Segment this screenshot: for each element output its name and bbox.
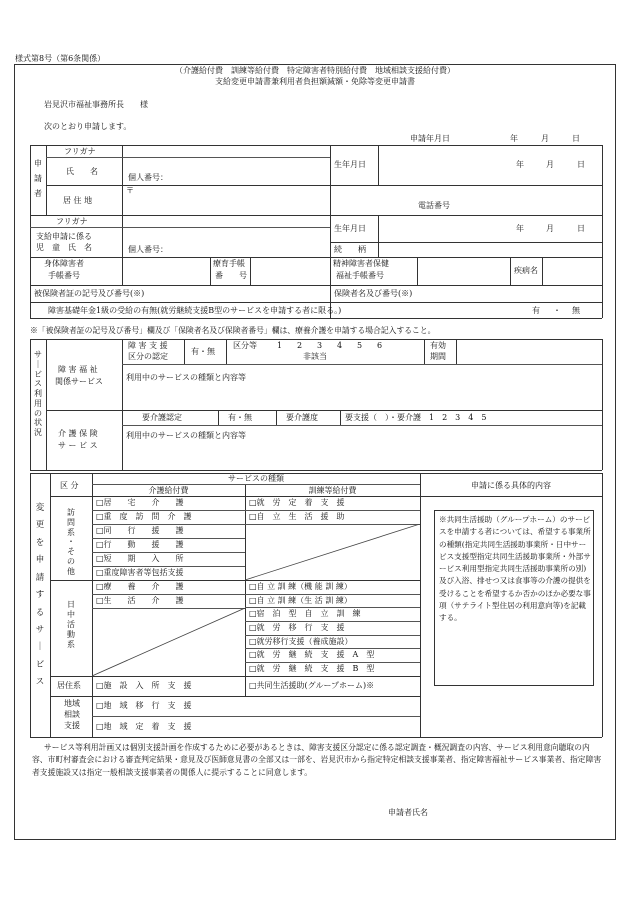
day-kunren-item[interactable]: □就 労 継 続 支 援 B 型: [249, 664, 375, 673]
pension-text: 障害基礎年金1級の受給の有無(就労継続支援B型のサービスを申請する者に限る。): [48, 306, 342, 315]
home-category-label: 訪 問 系 ・ そ の 他: [67, 508, 75, 576]
apply-date-label: 申請年月日: [410, 134, 450, 143]
pension-yes: 有: [532, 306, 540, 315]
valid-period-label-1: 有効: [430, 341, 446, 350]
ryoiku-handbook-label-1: 療育手帳: [213, 259, 245, 268]
day-kaigo-item[interactable]: □療 養 介 護: [96, 582, 184, 591]
applicant-furigana-label: フリガナ: [64, 147, 96, 156]
group-home-note: ※共同生活援助（グループホーム）のサービスを申請する者については、希望する事業所の種類(指定共同生活援助事業所・日中サービス支援型指定共同生活援助事業所・外部サービス利用型指定共同生活援助事業所の別)及び入浴、排せつ又は食事等の介護の提供を受けることを希望するか否かのほか必要な事項（サテライト型住居の利用意向等)を記載する。: [439, 515, 591, 623]
home-kaigo-item[interactable]: □行 動 援 護: [96, 540, 184, 549]
disability-service-label-2: 関係サービス: [55, 377, 103, 386]
home-kaigo-item[interactable]: □居 宅 介 護: [96, 498, 184, 507]
addressee: 岩見沢市福祉事務所長 様: [44, 100, 148, 109]
home-kaigo-item[interactable]: □重 度 訪 問 介 護: [96, 512, 192, 521]
support-cert-label-2: 区分の認定: [128, 352, 168, 361]
phone-label: 電話番号: [418, 201, 450, 210]
home-kunren-item[interactable]: □就 労 定 着 支 援: [249, 498, 345, 507]
physical-handbook-label-1: 身体障害者: [44, 259, 84, 268]
table-top: [30, 145, 602, 146]
residence-kunren-item[interactable]: □共同生活援助(グループホーム)※: [249, 681, 375, 690]
grade-3: 3: [317, 341, 323, 350]
pension-no: 無: [572, 306, 580, 315]
day-kunren-item[interactable]: □就 労 移 行 支 援: [249, 623, 345, 632]
support-cert-label-1: 障 害 支 援: [128, 341, 168, 350]
day-kunren-item[interactable]: □宿 泊 型 自 立 訓 練: [249, 609, 361, 618]
note-insurance: ※「被保険者証の記号及び番号」欄及び「保険者名及び保険者番号」欄は、療養介護を申請する場合記入すること。: [30, 326, 436, 335]
relation-label: 続 柄: [334, 245, 366, 254]
insured-number-label: 被保険者証の記号及び番号(※): [34, 289, 145, 298]
applicant-birth-month: 月: [546, 160, 554, 169]
child-birth-year: 年: [516, 224, 524, 233]
applicant-birth-label: 生年月日: [334, 160, 366, 169]
care-levels: 要支援（ ）・要介護 1 2 3 4 5: [345, 413, 487, 422]
home-kunren-empty-slash: [245, 524, 420, 580]
disability-service-label-1: 障 害 福 祉: [58, 365, 98, 374]
community-label: 地域 相談 支援: [64, 699, 80, 730]
care-insurance-label-1: 介 護 保 険: [58, 429, 98, 438]
child-birth-day: 日: [577, 224, 585, 233]
grade-label: 区分等: [233, 341, 257, 350]
care-usage-label: 利用中のサービスの種類と内容等: [126, 431, 246, 440]
applicant-birth-day: 日: [577, 160, 585, 169]
detail-header: 申請に係る具体的内容: [471, 481, 551, 490]
apply-date-day: 日: [572, 134, 580, 143]
day-kaigo-item[interactable]: □生 活 介 護: [96, 596, 184, 605]
signature-label: 申請者氏名: [388, 808, 428, 817]
intro-text: 次のとおり申請します。: [44, 122, 132, 131]
child-furigana-label: フリガナ: [56, 217, 88, 226]
grade-not-applicable: 非該当: [303, 352, 327, 361]
kaigo-header: 介護給付費: [148, 486, 189, 495]
physical-handbook-label-2: 手帳番号: [48, 271, 80, 280]
residence-label: 居住系: [57, 681, 81, 690]
child-label-2: 児 童 氏 名: [36, 243, 92, 252]
service-status-side-label: サ ｜ ビ ス 利 用 の 状 況: [34, 350, 42, 437]
day-kaigo-empty-slash: [92, 608, 245, 676]
support-cert-yesno: 有・無: [191, 347, 215, 356]
postal-mark: 〒: [126, 186, 134, 195]
home-kunren-item[interactable]: □自 立 生 活 援 助: [249, 512, 345, 521]
day-kunren-item[interactable]: □自 立 訓 練（生 活 訓 練）: [249, 596, 352, 605]
header-line-1: （介護給付費 訓練等給付費 特定障害者特別給付費 地域相談支援給付費）: [175, 66, 455, 75]
kunren-header: 訓練等給付費: [308, 486, 357, 495]
disease-label: 疾病名: [514, 266, 538, 275]
applicant-name-label: 氏 名: [66, 167, 98, 176]
change-side-label: 変 更 を 申 請 す る サ ｜ ビ ス: [35, 503, 45, 688]
community-item[interactable]: □地 域 定 着 支 援: [96, 722, 192, 731]
home-kaigo-item[interactable]: □同 行 援 護: [96, 526, 184, 535]
kubun-header: 区 分: [60, 481, 79, 490]
disability-usage-label: 利用中のサービスの種類と内容等: [126, 373, 246, 382]
applicant-birth-year: 年: [516, 160, 524, 169]
ryoiku-handbook-label-2: 番 号: [215, 271, 247, 280]
home-kaigo-item[interactable]: □短 期 入 所: [96, 554, 184, 563]
mental-handbook-label-2: 福祉手帳番号: [336, 271, 384, 280]
applicant-side-label: 申 請 者: [34, 159, 42, 199]
residence-kaigo-item[interactable]: □施 設 入 所 支 援: [96, 681, 192, 690]
day-kunren-item[interactable]: □自 立 訓 練（機 能 訓 練）: [249, 582, 352, 591]
care-cert-yesno: 有・無: [228, 413, 252, 422]
day-category-label: 日 中 活 動 系: [67, 600, 75, 649]
consent-text: サービス等利用計画又は個別支援計画を作成するために必要があるときは、障害支援区分認定に係る認定調査・概況調査の内容、サービス利用意向聴取の内容、市町村審査会における審査判定結果・意見及び医師意見書の全部又は一部を、岩見沢市から指定特定相談支援事業者、指定障害福祉サービス事業者、指定障害者支援施設又は指定一般相談支援事業者の関係人に提示することに同意します。: [32, 743, 602, 777]
child-label-1: 支給申請に係る: [36, 232, 92, 241]
grade-4: 4: [337, 341, 343, 350]
grade-5: 5: [357, 341, 363, 350]
child-personal-no: 個人番号：: [128, 245, 168, 254]
pension-dot: ・: [553, 306, 561, 315]
valid-period-label-2: 期間: [430, 352, 446, 361]
day-kunren-item[interactable]: □就 労 継 続 支 援 A 型: [249, 650, 375, 659]
applicant-personal-no: 個人番号：: [128, 173, 168, 182]
care-cert-label: 要介護認定: [142, 413, 182, 422]
care-insurance-label-2: サ ー ビ ス: [58, 441, 98, 450]
care-level-label: 要介護度: [286, 413, 318, 422]
community-item[interactable]: □地 域 移 行 支 援: [96, 701, 192, 710]
header-line-2: 支給変更申請書兼利用者負担額減額・免除等変更申請書: [215, 77, 415, 86]
child-birth-label: 生年月日: [334, 224, 366, 233]
grade-1: 1: [277, 341, 283, 350]
insurer-number-label: 保険者名及び番号(※): [334, 289, 413, 298]
home-kaigo-item[interactable]: □重度障害者等包括支援: [96, 568, 184, 577]
child-birth-month: 月: [546, 224, 554, 233]
service-type-header: サービスの種類: [228, 474, 284, 483]
grade-6: 6: [377, 341, 383, 350]
day-kunren-item[interactable]: □就労移行支援（養成施設）: [249, 637, 353, 646]
apply-date-month: 月: [541, 134, 549, 143]
address-label: 居 住 地: [63, 196, 93, 205]
grade-2: 2: [297, 341, 303, 350]
apply-date-year: 年: [510, 134, 518, 143]
mental-handbook-label-1: 精神障害者保健: [333, 259, 389, 268]
form-number: 様式第8号（第6条関係）: [15, 54, 106, 63]
